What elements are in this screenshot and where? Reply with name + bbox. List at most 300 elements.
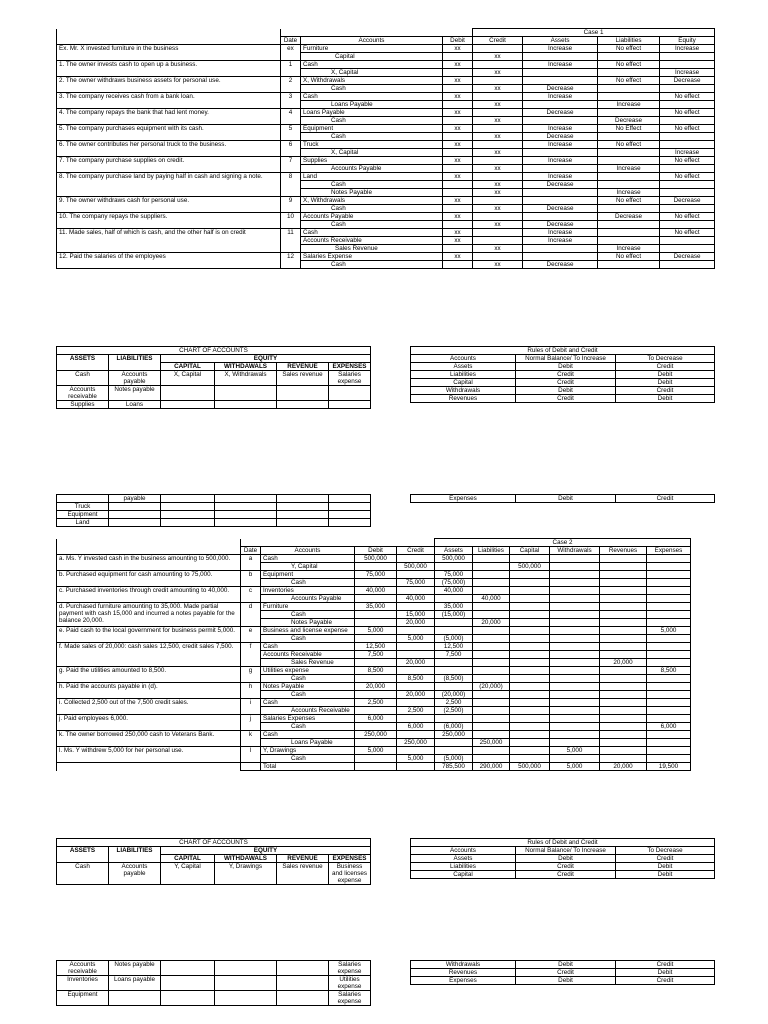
credit-value [473,109,523,117]
account-name: Notes Payable [261,619,355,627]
equity-subheader: EXPENSES [329,855,371,863]
account-cell [109,511,161,519]
effect-value [600,643,647,651]
credit-value [473,197,523,205]
effect-value [550,627,600,635]
total-value: 20,000 [600,763,647,771]
effect-value [600,715,647,723]
table-row [57,197,715,205]
liabilities-effect [598,109,660,117]
transaction-description: i. Collected 2,500 out of the 7,500 credit sales. [57,699,241,715]
rule-cell: Expenses [411,495,516,503]
effect-value [600,699,647,707]
debit-value: 6,000 [355,715,397,723]
column-header: Date [241,547,261,555]
transaction-date: l [241,747,261,763]
effect-value [600,587,647,595]
rules-of-debit-credit-2-continued [410,960,714,985]
equity-effect [660,133,715,141]
blank-cell [57,539,241,547]
transaction-date: 7 [281,157,301,173]
effect-value [600,707,647,715]
effect-value: 5,000 [647,627,691,635]
table-row [57,683,691,691]
effect-value [510,659,550,667]
chart-title: CHART OF ACCOUNTS [57,347,371,355]
assets-effect [523,245,598,253]
account-name: Cash [261,635,355,643]
rule-cell: Debit [616,863,715,871]
liabilities-effect: Decrease [598,213,660,221]
transaction-date: k [241,731,261,747]
effect-value [600,651,647,659]
account-cell [277,961,329,976]
table-row [411,371,715,379]
blank-cell [397,763,435,771]
column-header: Accounts [301,37,443,45]
transaction-date: 5 [281,125,301,141]
credit-value [397,643,435,651]
rules-table [410,346,715,403]
table-row [411,363,715,371]
account-cell: X, Withdrawals [215,371,277,386]
debit-value [443,165,473,173]
liabilities-header: LIABILITIES [109,847,161,863]
account-name: Salaries Expenses [261,715,355,723]
liabilities-effect [598,85,660,93]
credit-value: 15,000 [397,611,435,619]
effect-value [473,651,510,659]
liabilities-effect [598,53,660,61]
account-name: Furniture [301,45,443,53]
column-header: Liabilities [598,37,660,45]
blank-cell [57,763,241,771]
effect-value [600,635,647,643]
equity-effect [660,141,715,149]
account-name: Furniture [261,603,355,611]
assets-effect: Decrease [523,109,598,117]
effect-value: 2,500 [435,699,473,707]
total-value: 290,000 [473,763,510,771]
chart-of-accounts-1-continued [56,494,370,527]
rule-cell: Credit [616,495,715,503]
effect-value [550,667,600,675]
effect-value [600,603,647,611]
liabilities-effect: Increase [598,165,660,173]
account-cell [329,495,371,503]
credit-value: xx [473,149,523,157]
debit-value: xx [443,173,473,181]
account-cell: Equipment [57,991,109,1006]
account-name: Sales Revenue [261,659,355,667]
effect-value [435,627,473,635]
debit-value [355,691,397,699]
account-cell [109,503,161,511]
account-cell [215,386,277,401]
credit-value: xx [473,261,523,269]
debit-value: 12,500 [355,643,397,651]
effect-value [647,579,691,587]
debit-value: xx [443,157,473,165]
transaction-date: c [241,587,261,603]
effect-value [435,667,473,675]
effect-value: 5,000 [550,747,600,755]
effect-value [647,587,691,595]
account-cell [215,976,277,991]
question-header [57,547,241,555]
account-name: Inventories [261,587,355,595]
table-row [57,555,691,563]
effect-value: 35,000 [435,603,473,611]
table-row [57,747,691,755]
liabilities-effect [598,237,660,245]
transaction-date: a [241,555,261,571]
effect-value [510,555,550,563]
column-header: Normal Balance/ To Increase [516,355,616,363]
assets-effect: Increase [523,237,598,245]
equity-subheader: EXPENSES [329,363,371,371]
effect-value [473,667,510,675]
credit-value [397,699,435,707]
effect-value [510,707,550,715]
table-row [57,571,691,579]
debit-value: 250,000 [355,731,397,739]
effect-value [600,667,647,675]
credit-value: 8,500 [397,675,435,683]
equity-effect: Increase [660,45,715,53]
liabilities-effect [598,157,660,165]
table-row [57,603,691,611]
effect-value: 500,000 [510,563,550,571]
rule-cell: Debit [616,969,715,977]
credit-value [397,715,435,723]
effect-value [510,691,550,699]
rule-cell: Debit [516,855,616,863]
transaction-date: e [241,627,261,643]
table-row [57,93,715,101]
account-name: Cash [301,85,443,93]
effect-value: 500,000 [435,555,473,563]
table-row [411,961,715,969]
effect-value [600,619,647,627]
effect-value [600,563,647,571]
effect-value [473,563,510,571]
debit-value: 40,000 [355,587,397,595]
transaction-description: 3. The company receives cash from a bank loan. [57,93,281,109]
case-title: Case 2 [435,539,691,547]
liabilities-effect [598,221,660,229]
debit-value [443,189,473,197]
effect-value [510,571,550,579]
rule-cell: Debit [616,871,715,879]
assets-effect [523,165,598,173]
liabilities-effect [598,149,660,157]
effect-value [473,715,510,723]
account-name: Y, Capital [261,563,355,571]
account-cell [277,503,329,511]
rule-cell: Withdrawals [411,387,516,395]
account-cell: X, Capital [161,371,215,386]
debit-value [355,723,397,731]
assets-effect: Decrease [523,181,598,189]
equity-effect: No effect [660,229,715,237]
table-row [57,976,371,991]
account-cell: Truck [57,503,109,511]
effect-value [647,755,691,763]
account-cell: Y, Drawings [215,863,277,885]
debit-value: 5,000 [355,627,397,635]
chart-of-accounts-1 [56,346,370,409]
assets-effect: Decrease [523,85,598,93]
assets-effect: Decrease [523,261,598,269]
debit-value: 8,500 [355,667,397,675]
column-header: Withdrawals [550,547,600,555]
effect-value [510,699,550,707]
assets-effect: Increase [523,229,598,237]
debit-value: 500,000 [355,555,397,563]
equity-effect: Decrease [660,253,715,261]
equity-header: EQUITY [161,847,371,855]
debit-value: xx [443,109,473,117]
account-name: Equipment [301,125,443,133]
account-cell [329,386,371,401]
account-name: Capital [301,53,443,61]
table-row [411,495,715,503]
liabilities-effect [598,69,660,77]
account-cell [277,991,329,1006]
account-name: Loans Payable [301,109,443,117]
debit-value [443,117,473,125]
transaction-date: 4 [281,109,301,125]
effect-value [473,611,510,619]
credit-value: 20,000 [397,659,435,667]
account-name: Cash [301,117,443,125]
account-name: X, Withdrawals [301,197,443,205]
case1-journal-table [56,28,714,269]
transaction-description: f. Made sales of 20,000: cash sales 12,500, credit sales 7,500. [57,643,241,667]
account-cell [161,401,215,409]
column-header: Assets [435,547,473,555]
liabilities-effect: No effect [598,45,660,53]
credit-value: 5,000 [397,755,435,763]
account-name: Notes Payable [261,683,355,691]
credit-value [473,141,523,149]
account-name: Notes Payable [301,189,443,197]
effect-value [473,707,510,715]
debit-value [443,149,473,157]
account-cell [109,519,161,527]
effect-value: (20,000) [473,683,510,691]
equity-effect [660,237,715,245]
credit-value [473,253,523,261]
effect-value [647,635,691,643]
credit-value: xx [473,205,523,213]
effect-value [550,651,600,659]
credit-value [473,61,523,69]
rule-cell: Debit [516,387,616,395]
debit-value: xx [443,45,473,53]
effect-value [473,675,510,683]
effect-value [647,731,691,739]
transaction-description: 10. The company repays the suppliers. [57,213,281,229]
column-header: Liabilities [473,547,510,555]
assets-effect [523,53,598,61]
effect-value [550,699,600,707]
transaction-description: 6. The owner contributes her personal truck to the business. [57,141,281,157]
effect-value [435,659,473,667]
effect-value [647,747,691,755]
effect-value [473,747,510,755]
credit-value [397,627,435,635]
effect-value [550,611,600,619]
effect-value [647,563,691,571]
equity-effect: No effect [660,125,715,133]
question-header [57,37,281,45]
credit-value: xx [473,101,523,109]
effect-value [600,739,647,747]
effect-value [647,595,691,603]
column-header: Accounts [411,847,516,855]
account-cell [329,511,371,519]
rule-cell: Revenues [411,395,516,403]
account-cell: Accounts payable [109,863,161,885]
equity-subheader: WITHDAWALS [215,363,277,371]
liabilities-effect [598,205,660,213]
account-cell: Accounts payable [109,371,161,386]
credit-value [473,77,523,85]
rules-title: Rules of Debit and Credit [411,347,715,355]
debit-value [355,739,397,747]
effect-value [600,627,647,635]
account-name: Cash [261,579,355,587]
effect-value: 8,500 [647,667,691,675]
column-header: Expenses [647,547,691,555]
liabilities-effect: No effect [598,253,660,261]
transaction-description: 9. The owner withdraws cash for personal use. [57,197,281,213]
liabilities-effect: Decrease [598,117,660,125]
effect-value [647,651,691,659]
effect-value [435,715,473,723]
effect-value [647,659,691,667]
equity-effect: No effect [660,109,715,117]
equity-effect: Decrease [660,197,715,205]
effect-value [600,675,647,683]
credit-value: xx [473,181,523,189]
blank-cell [281,29,473,37]
credit-value [473,157,523,165]
table-row [57,371,371,386]
rule-cell: Assets [411,363,516,371]
assets-effect: Increase [523,141,598,149]
transaction-date: ex [281,45,301,61]
equity-effect [660,85,715,93]
rule-cell: Debit [516,495,616,503]
account-name: Business and license expense [261,627,355,635]
account-cell [277,519,329,527]
liabilities-effect [598,261,660,269]
rule-cell: Debit [616,371,715,379]
account-cell [329,519,371,527]
credit-value [473,213,523,221]
effect-value [510,619,550,627]
chart-of-accounts-table [56,838,371,885]
credit-value: xx [473,189,523,197]
debit-value [355,579,397,587]
liabilities-effect: Increase [598,189,660,197]
transaction-description: 5. The company purchases equipment with its cash. [57,125,281,141]
effect-value [435,739,473,747]
credit-value: xx [473,69,523,77]
account-name: Accounts Receivable [261,651,355,659]
transaction-date: 3 [281,93,301,109]
account-cell [277,495,329,503]
table-row [411,863,715,871]
effect-value [510,667,550,675]
account-cell: Loans payable [109,976,161,991]
effect-value: 40,000 [435,587,473,595]
effect-value: 6,000 [647,723,691,731]
effect-value [600,731,647,739]
table-row [57,519,371,527]
account-cell [161,386,215,401]
account-cell: Business and licenses expense [329,863,371,885]
table-row [411,387,715,395]
account-name: Accounts Payable [301,165,443,173]
effect-value [600,755,647,763]
effect-value [550,587,600,595]
debit-value [443,221,473,229]
debit-value [443,205,473,213]
transaction-description: k. The owner borrowed 250,000 cash to Veterans Bank. [57,731,241,747]
effect-value: (5,000) [435,635,473,643]
assets-effect [523,77,598,85]
equity-effect [660,205,715,213]
effect-value [647,675,691,683]
transaction-description: 4. The company repays the bank that had lent money. [57,109,281,125]
rule-cell: Credit [616,855,715,863]
transaction-date: 6 [281,141,301,157]
account-cell [215,503,277,511]
effect-value [473,731,510,739]
account-cell: Salaries expense [329,371,371,386]
effect-value: 20,000 [473,619,510,627]
table-row [57,386,371,401]
column-header: Credit [473,37,523,45]
effect-value [550,659,600,667]
debit-value: xx [443,93,473,101]
account-cell [161,961,215,976]
account-cell: Salaries expense [329,961,371,976]
assets-effect: Increase [523,93,598,101]
equity-effect [660,117,715,125]
effect-value [600,555,647,563]
account-name: Cash [261,755,355,763]
transaction-description: 8. The company purchase land by paying half in cash and signing a note. [57,173,281,197]
credit-value [397,571,435,579]
column-header: Credit [397,547,435,555]
table-row [57,141,715,149]
effect-value: (75,000) [435,579,473,587]
debit-value: xx [443,77,473,85]
assets-effect [523,253,598,261]
account-name: Truck [301,141,443,149]
effect-value [550,603,600,611]
rule-cell: Credit [616,961,715,969]
assets-effect: Decrease [523,133,598,141]
effect-value [510,603,550,611]
effect-value [647,739,691,747]
rule-cell: Credit [516,871,616,879]
